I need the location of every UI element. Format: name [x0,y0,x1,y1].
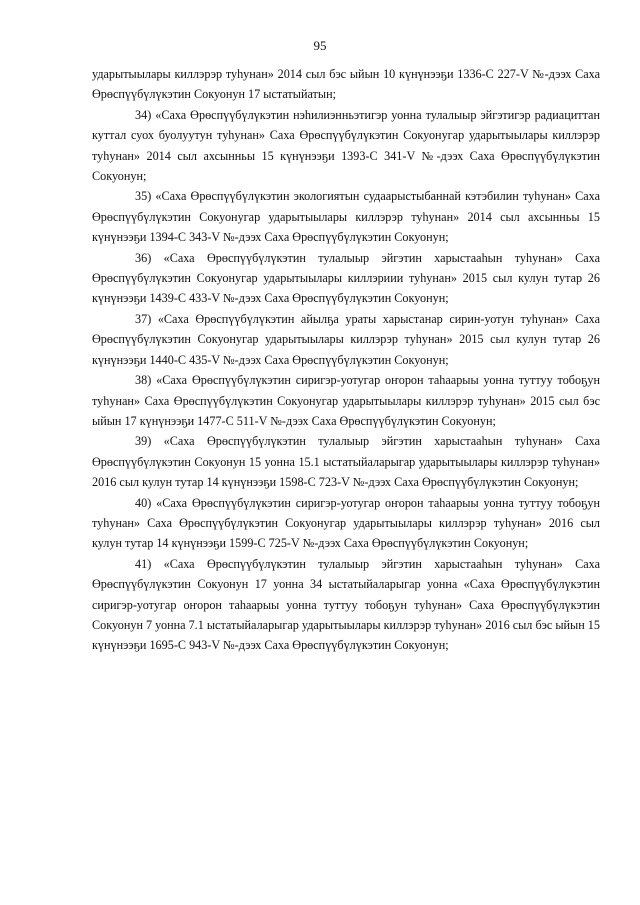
list-item-35: 35) «Саха Өрөспүүбүлүкэтин экологиятын судаарыстыбаннай кэтэбилин туһунан» Саха Өрөспүүбүлүкэтин Сокуонугар ударытыылары киллэрэр туһунан» 2014 сыл ахсынньы 15 күнүнээҕи 1394-С 343-V №-дээх Саха Өрөспүүбүлүкэтин Сокуонун; [92,189,600,245]
list-item-41: 41) «Саха Өрөспүүбүлүкэтин тулалыыр эйгэтин харыстааһын туһунан» Саха Өрөспүүбүлүкэтин Сокуонун 17 уонна 34 ыстатыйаларыгар уонна «Саха Өрөспүүбүлүкэтин сиригэр-уотугар оҥорон таһаарыы уонна туттуу тобоҕун туһунан» Саха Өрөспүүбүлүкэтин Сокуонун 7 уонна 7.1 ыстатыйаларыгар ударытыылары киллэрэр туһунан» 2016 сыл бэс ыйын 15 күнүнээҕи 1695-С 943-V №-дээх Саха Өрөспүүбүлүкэтин Сокуонун; [92,556,600,653]
page-number: 95 [313,38,327,53]
list-item-37: 37) «Саха Өрөспүүбүлүкэтин айылҕа ураты харыстанар сирин-уотун туһунан» Саха Өрөспүүбүлүкэтин Сокуонугар ударытыылары киллэрэр туһунан» 2015 сыл кулун тутар 26 күнүнээҕи 1440-С 435-V №-дээх Саха Өрөспүүбүлүкэтин Сокуонун; [92,311,600,367]
list-item-39: 39) «Саха Өрөспүүбүлүкэтин тулалыыр эйгэтин харыстааһын туһунан» Саха Өрөспүүбүлүкэтин Сокуонун 15 уонна 15.1 ыстатыйаларыгар ударытыылары киллэрэр туһунан» 2016 сыл кулун тутар 14 күнүнээҕи 1598-С 723-V №-дээх Саха Өрөспүүбүлүкэтин Сокуонун; [92,434,600,490]
list-item-36: 36) «Саха Өрөспүүбүлүкэтин тулалыыр эйгэтин харыстааһын туһунан» Саха Өрөспүүбүлүкэтин Сокуонугар ударытыылары киллэриии туһунан» 2015 сыл кулун тутар 26 күнүнээҕи 1439-С 433-V №-дээх Саха Өрөспүүбүлүкэтин Сокуонун; [92,250,600,306]
document-body [92,64,600,656]
paragraph-continuation: ударытыылары киллэрэр туһунан» 2014 сыл бэс ыйын 10 күнүнээҕи 1336-С 227-V №-дээх Саха Өрөспүүбүлүкэтин Сокуонун 17 ыстатыйатын; [92,67,600,102]
list-item-38: 38) «Саха Өрөспүүбүлүкэтин сиригэр-уотугар оҥорон таһаарыы уонна туттуу тобоҕун туһунан» Саха Өрөспүүбүлүкэтин Сокуонугар ударытыылары киллэрэр туһунан» 2015 сыл бэс ыйын 17 күнүнээҕи 1477-С 511-V №-дээх Саха Өрөспүүбүлүкэтин Сокуонун; [92,373,600,428]
list-item-34: 34) «Саха Өрөспүүбүлүкэтин нэһилиэнньэтигэр уонна тулалыыр эйгэтигэр радиациттан куттал суох буолуутун туһунан» Саха Өрөспүүбүлүкэтин Сокуонугар ударытыылары киллэрэр туһунан» 2014 сыл ахсынньы 15 күнүнээҕи 1393-С 341-V №-дээх Саха Өрөспүүбүлүкэтин Сокуонун; [92,107,600,184]
list-item-40: 40) «Саха Өрөспүүбүлүкэтин сиригэр-уотугар оҥорон таһаарыы уонна туттуу тобоҕун туһунан» Саха Өрөспүүбүлүкэтин Сокуонугар ударытыылары киллэрэр туһунан» 2016 сыл кулун тутар 14 күнүнээҕи 1599-С 725-V №-дээх Саха Өрөспүүбүлүкэтин Сокуонун; [92,495,600,551]
